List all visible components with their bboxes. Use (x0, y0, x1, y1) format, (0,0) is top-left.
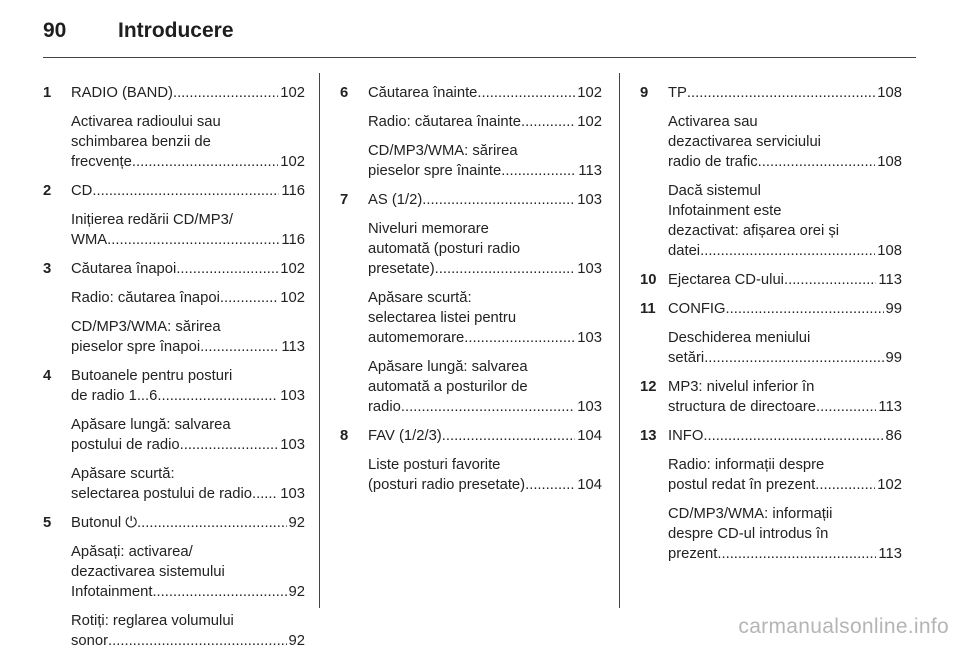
dot-leader (401, 397, 575, 417)
dot-leader (525, 475, 575, 495)
entry-text-line: Rotiți: reglarea volumului (71, 613, 234, 629)
page-reference: 103 (577, 192, 602, 208)
header-rule (43, 57, 916, 58)
entry-label: presetate) (368, 261, 435, 277)
entry-label: CONFIG (668, 301, 726, 317)
page-reference: 104 (577, 477, 602, 493)
page-reference: 113 (878, 546, 902, 562)
entry-label: Ejectarea CD-ului (668, 272, 784, 288)
entry-text-line: Apăsare scurtă: (71, 466, 175, 482)
dot-leader (464, 328, 575, 348)
entry-block (668, 455, 902, 495)
entry-leader-line (668, 348, 902, 368)
index-entry (43, 181, 305, 250)
entry-text-line: Radio: informații despre (668, 457, 825, 473)
entry-block (71, 513, 305, 533)
column-divider (319, 73, 320, 608)
entry-label: INFO (668, 428, 704, 444)
dot-leader (152, 582, 286, 602)
dot-leader (173, 83, 278, 103)
entry-number: 13 (640, 428, 657, 444)
dot-leader (180, 435, 279, 455)
watermark: carmanualsonline.info (738, 615, 949, 638)
entry-label: prezent (668, 546, 718, 562)
index-entry (640, 270, 902, 290)
entry-leader-line (71, 337, 305, 357)
entry-label: radio de trafic (668, 154, 758, 170)
page-reference: 102 (877, 477, 902, 493)
index-entry (640, 426, 902, 564)
entry-leader-line (668, 83, 902, 103)
index-entry (340, 426, 602, 495)
dot-leader (422, 190, 575, 210)
page-reference: 113 (281, 339, 305, 355)
entry-label: datei (668, 243, 701, 259)
entry-block (668, 426, 902, 446)
entry-text-line: Apăsare lungă: salvarea (71, 417, 231, 433)
entry-leader-line (368, 161, 602, 181)
entry-leader-line (668, 270, 902, 290)
entry-number: 12 (640, 379, 657, 395)
entry-label: FAV (1/2/3) (368, 428, 442, 444)
entry-text-line: selectarea listei pentru (368, 310, 517, 326)
entry-number: 5 (43, 515, 52, 531)
entry-block (368, 219, 602, 279)
entry-block (668, 377, 902, 417)
page-reference: 86 (885, 428, 902, 444)
entry-label: RADIO (BAND) (71, 85, 173, 101)
entry-block (368, 112, 602, 132)
entry-number: 7 (340, 192, 349, 208)
entry-text-line: Apăsare lungă: salvarea (368, 359, 528, 375)
entry-label: Căutarea înapoi (71, 261, 177, 277)
entry-block (668, 299, 902, 319)
entry-text-line: Deschiderea meniului (668, 330, 811, 346)
dot-leader (521, 112, 575, 132)
entry-text-line: CD/MP3/WMA: sărirea (368, 143, 518, 159)
page-reference: 102 (280, 290, 305, 306)
column-2 (340, 74, 602, 495)
entry-leader-line (368, 426, 602, 446)
entry-label: WMA (71, 232, 108, 248)
entry-block (71, 542, 305, 602)
page-reference: 102 (577, 85, 602, 101)
page-reference: 103 (280, 486, 305, 502)
entry-leader-line (71, 83, 305, 103)
dot-leader (107, 230, 279, 250)
entry-leader-line (71, 484, 305, 504)
entry-label: sonor (71, 633, 109, 649)
dot-leader (137, 513, 287, 533)
dot-leader (132, 152, 278, 172)
entry-block (368, 357, 602, 417)
entry-leader-line (368, 328, 602, 348)
entry-leader-line (71, 582, 305, 602)
dot-leader (252, 484, 278, 504)
entry-leader-line (71, 181, 305, 201)
entry-block (71, 210, 305, 250)
dot-leader (758, 152, 876, 172)
entry-text-line: Apăsați: activarea/ (71, 544, 193, 560)
page-number: 90 (43, 19, 67, 42)
entry-label: TP (668, 85, 687, 101)
entry-leader-line (668, 426, 902, 446)
entry-text-line: Niveluri memorare (368, 221, 489, 237)
entry-text-line: Apăsare scurtă: (368, 290, 472, 306)
entry-text-line: Inițierea redării CD/MP3/ (71, 212, 233, 228)
dot-leader (157, 386, 278, 406)
entry-block (668, 270, 902, 290)
dot-leader (176, 259, 278, 279)
entry-text-line: MP3: nivelul inferior în (668, 379, 815, 395)
entry-label: frecvențe (71, 154, 132, 170)
entry-text-line: Activarea radioului sau (71, 114, 221, 130)
entry-number: 10 (640, 272, 657, 288)
entry-text-line: CD/MP3/WMA: sărirea (71, 319, 221, 335)
entry-number: 8 (340, 428, 349, 444)
entry-label: setări (668, 350, 705, 366)
entry-block (668, 504, 902, 564)
dot-leader (501, 161, 576, 181)
page-reference: 99 (885, 301, 902, 317)
dot-leader (435, 259, 576, 279)
entry-block (71, 83, 305, 103)
page-reference: 108 (877, 243, 902, 259)
entry-label: Radio: căutarea înapoi (71, 290, 220, 306)
page-reference: 103 (577, 330, 602, 346)
index-entry (640, 377, 902, 417)
page-reference: 113 (878, 399, 902, 415)
entry-text-line: dezactivarea sistemului (71, 564, 225, 580)
entry-label: postul redat în prezent (668, 477, 816, 493)
page-reference: 103 (280, 388, 305, 404)
index-entry (43, 83, 305, 172)
entry-leader-line (368, 397, 602, 417)
entry-label: AS (1/2) (368, 192, 423, 208)
entry-number: 4 (43, 368, 52, 384)
entry-label: automemorare (368, 330, 465, 346)
page-reference: 103 (577, 261, 602, 277)
entry-block (368, 426, 602, 446)
entry-number: 3 (43, 261, 52, 277)
entry-leader-line (71, 259, 305, 279)
page-reference: 102 (280, 154, 305, 170)
dot-leader (108, 631, 287, 651)
entry-text-line: CD/MP3/WMA: informații (668, 506, 833, 522)
entry-text-line: dezactivarea serviciului (668, 134, 821, 150)
entry-leader-line (668, 397, 902, 417)
entry-label: CD (71, 183, 93, 199)
entry-number: 11 (640, 301, 656, 317)
entry-text-line: Liste posturi favorite (368, 457, 501, 473)
page-reference: 116 (281, 232, 305, 248)
dot-leader (687, 83, 875, 103)
entry-text-line: schimbarea benzii de (71, 134, 211, 150)
entry-block (368, 288, 602, 348)
page-reference: 92 (288, 633, 305, 649)
page-reference: 108 (877, 154, 902, 170)
entry-text-line: Butoanele pentru posturi (71, 368, 233, 384)
entry-text-line: automată (posturi radio (368, 241, 521, 257)
entry-block (71, 611, 305, 651)
page-reference: 104 (577, 428, 602, 444)
page-reference: 113 (578, 163, 602, 179)
entry-block (368, 455, 602, 495)
entry-block (668, 328, 902, 368)
entry-label: pieselor spre înainte (368, 163, 502, 179)
entry-block (71, 464, 305, 504)
page-title: Introducere (118, 19, 234, 42)
entry-text-line: automată a posturilor de (368, 379, 528, 395)
dot-leader (700, 241, 875, 261)
page-reference: 92 (288, 515, 305, 531)
entry-leader-line (71, 386, 305, 406)
entry-label: radio (368, 399, 401, 415)
index-entry (340, 190, 602, 417)
entry-text-line: Dacă sistemul (668, 183, 761, 199)
entry-block (368, 141, 602, 181)
entry-leader-line (668, 475, 902, 495)
column-1 (43, 74, 305, 651)
entry-number: 9 (640, 85, 649, 101)
page-reference: 108 (877, 85, 902, 101)
page-reference: 92 (288, 584, 305, 600)
entry-label: Infotainment (71, 584, 153, 600)
entry-label: (posturi radio presetate) (368, 477, 526, 493)
page-reference: 103 (577, 399, 602, 415)
index-entry (340, 83, 602, 181)
entry-block (71, 112, 305, 172)
entry-leader-line (368, 259, 602, 279)
entry-label: selectarea postului de radio (71, 486, 252, 502)
page-reference: 102 (577, 114, 602, 130)
index-entry (43, 366, 305, 504)
index-entry (640, 299, 902, 368)
page-reference: 116 (281, 183, 305, 199)
entry-leader-line (368, 112, 602, 132)
entry-text-line: dezactivat: afișarea orei și (668, 223, 840, 239)
entry-block (668, 83, 902, 103)
column-divider (619, 73, 620, 608)
entry-text-line: Activarea sau (668, 114, 758, 130)
index-entry (43, 259, 305, 357)
entry-label: Radio: căutarea înainte (368, 114, 522, 130)
dot-leader (815, 475, 875, 495)
dot-leader (92, 181, 279, 201)
entry-leader-line (668, 299, 902, 319)
entry-leader-line (368, 83, 602, 103)
entry-number: 2 (43, 183, 52, 199)
entry-leader-line (668, 152, 902, 172)
entry-text-line: despre CD-ul introdus în (668, 526, 829, 542)
entry-label: postului de radio (71, 437, 180, 453)
entry-block (668, 112, 902, 172)
entry-text-line: Infotainment este (668, 203, 782, 219)
entry-block (71, 366, 305, 406)
dot-leader (816, 397, 876, 417)
entry-leader-line (71, 152, 305, 172)
entry-leader-line (368, 475, 602, 495)
entry-number: 6 (340, 85, 349, 101)
entry-leader-line (368, 190, 602, 210)
entry-block (71, 259, 305, 279)
dot-leader (726, 299, 884, 319)
entry-number: 1 (43, 85, 52, 101)
entry-leader-line (71, 435, 305, 455)
entry-label: Căutarea înainte (368, 85, 478, 101)
entry-label: de radio 1...6 (71, 388, 158, 404)
entry-label: Butonul ⏻ (71, 515, 138, 531)
entry-block (368, 83, 602, 103)
entry-leader-line (71, 631, 305, 651)
page-reference: 102 (280, 261, 305, 277)
entry-block (71, 181, 305, 201)
dot-leader (784, 270, 876, 290)
page-reference: 113 (878, 272, 902, 288)
entry-block (368, 190, 602, 210)
entry-block (71, 415, 305, 455)
index-entry (43, 513, 305, 651)
dot-leader (703, 426, 883, 446)
entry-block (71, 317, 305, 357)
entry-leader-line (71, 288, 305, 308)
entry-block (71, 288, 305, 308)
dot-leader (477, 83, 575, 103)
column-3 (640, 74, 902, 564)
page-reference: 102 (280, 85, 305, 101)
entry-block (668, 181, 902, 261)
page-reference: 99 (885, 350, 902, 366)
entry-label: structura de directoare (668, 399, 817, 415)
dot-leader (442, 426, 576, 446)
dot-leader (717, 544, 876, 564)
dot-leader (200, 337, 279, 357)
page-reference: 103 (280, 437, 305, 453)
entry-label: pieselor spre înapoi (71, 339, 201, 355)
index-entry (640, 83, 902, 261)
entry-leader-line (668, 241, 902, 261)
entry-leader-line (71, 230, 305, 250)
entry-leader-line (668, 544, 902, 564)
dot-leader (704, 348, 883, 368)
dot-leader (220, 288, 278, 308)
entry-leader-line (71, 513, 305, 533)
